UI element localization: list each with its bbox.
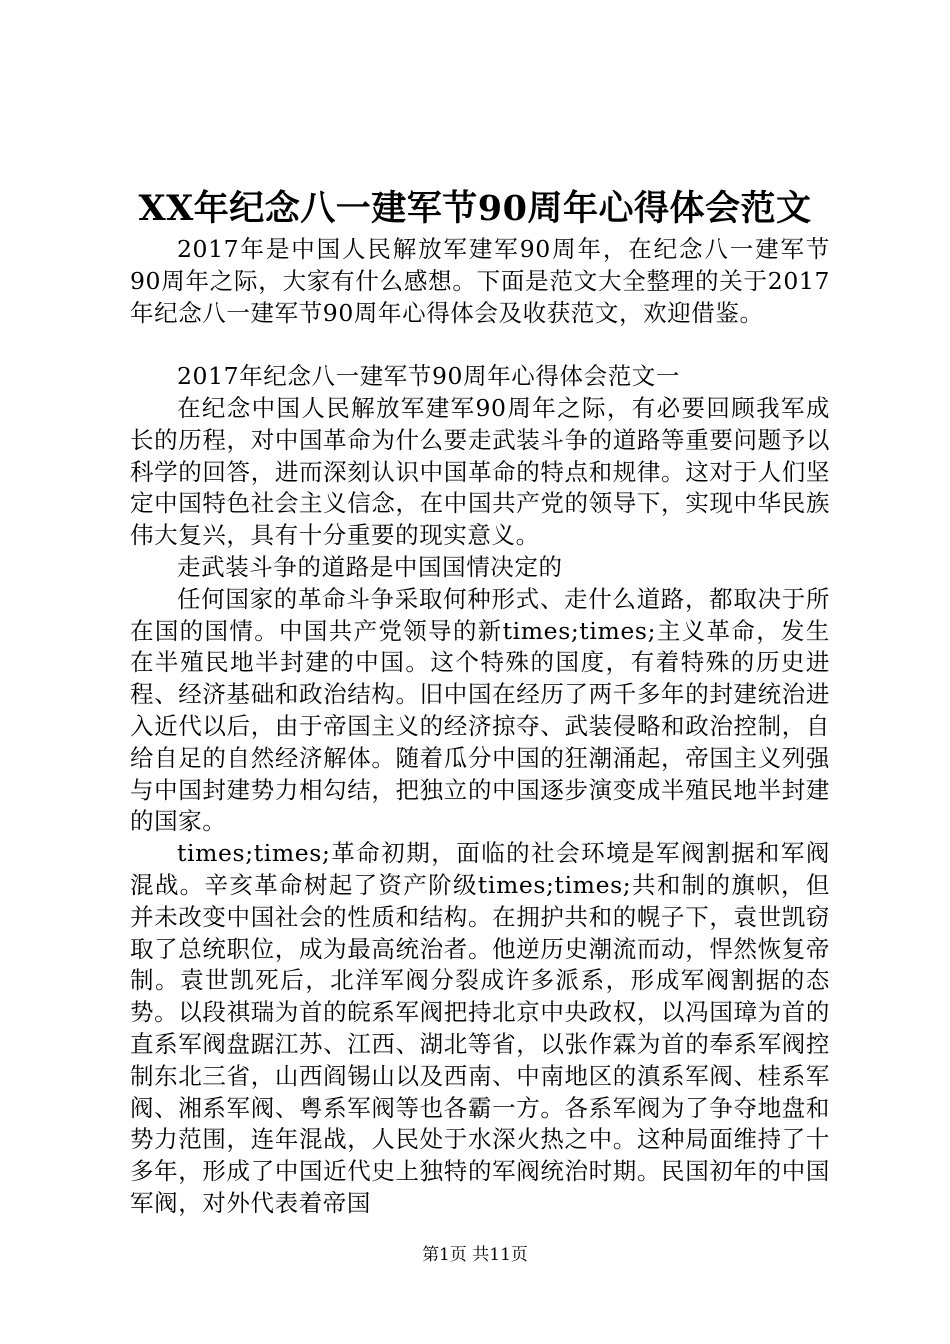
blank-line (130, 329, 830, 361)
document-title: XX年纪念八一建军节90周年心得体会范文 (138, 188, 812, 229)
document-body (130, 234, 830, 1220)
intro-paragraph: 2017年是中国人民解放军建军90周年，在纪念八一建军节90周年之际，大家有什么感想。下面是范文大全整理的关于2017年纪念八一建军节90周年心得体会及收获范文，欢迎借鉴。 (130, 235, 830, 327)
subheading: 走武装斗争的道路是中国国情决定的 (177, 552, 563, 581)
section-heading: 2017年纪念八一建军节90周年心得体会范文一 (177, 362, 681, 391)
paragraph-2: 任何国家的革命斗争采取何种形式、走什么道路，都取决于所在国的国情。中国共产党领导的新times;times;主义革命，发生在半殖民地半封建的中国。这个特殊的国度，有着特殊的历史进程、经济基础和政治结构。旧中国在经历了两千多年的封建统治进入近代以后，由于帝国主义的经济掠夺、武装侵略和政治控制，自给自足的自然经济解体。随着瓜分中国的狂潮涌起，帝国主义列强与中国封建势力相勾结，把独立的中国逐步演变成半殖民地半封建的国家。 (130, 584, 830, 836)
page-footer: 第1页 共11页 (422, 1245, 528, 1265)
paragraph-3: times;times;革命初期，面临的社会环境是军阀割据和军阀混战。辛亥革命树起了资产阶级times;times;共和制的旗帜，但并未改变中国社会的性质和结构。在拥护共和的幌子下，袁世凯窃取了总统职位，成为最高统治者。他逆历史潮流而动，悍然恢复帝制。袁世凯死后，北洋军阀分裂成许多派系，形成军阀割据的态势。以段祺瑞为首的皖系军阀把持北京中央政权，以冯国璋为首的直系军阀盘踞江苏、江西、湖北等省，以张作霖为首的奉系军阀控制东北三省，山西阎锡山以及西南、中南地区的滇系军阀、桂系军阀、湘系军阀、粤系军阀等也各霸一方。各系军阀为了争夺地盘和势力范围，连年混战，人民处于水深火热之中。这种局面维持了十多年，形成了中国近代史上独特的军阀统治时期。民国初年的中国军阀，对外代表着帝国 (130, 839, 830, 1217)
paragraph-1: 在纪念中国人民解放军建军90周年之际，有必要回顾我军成长的历程，对中国革命为什么要走武装斗争的道路等重要问题予以科学的回答，进而深刻认识中国革命的特点和规律。这对于人们坚定中国特色社会主义信念，在中国共产党的领导下，实现中华民族伟大复兴，具有十分重要的现实意义。 (130, 393, 830, 550)
